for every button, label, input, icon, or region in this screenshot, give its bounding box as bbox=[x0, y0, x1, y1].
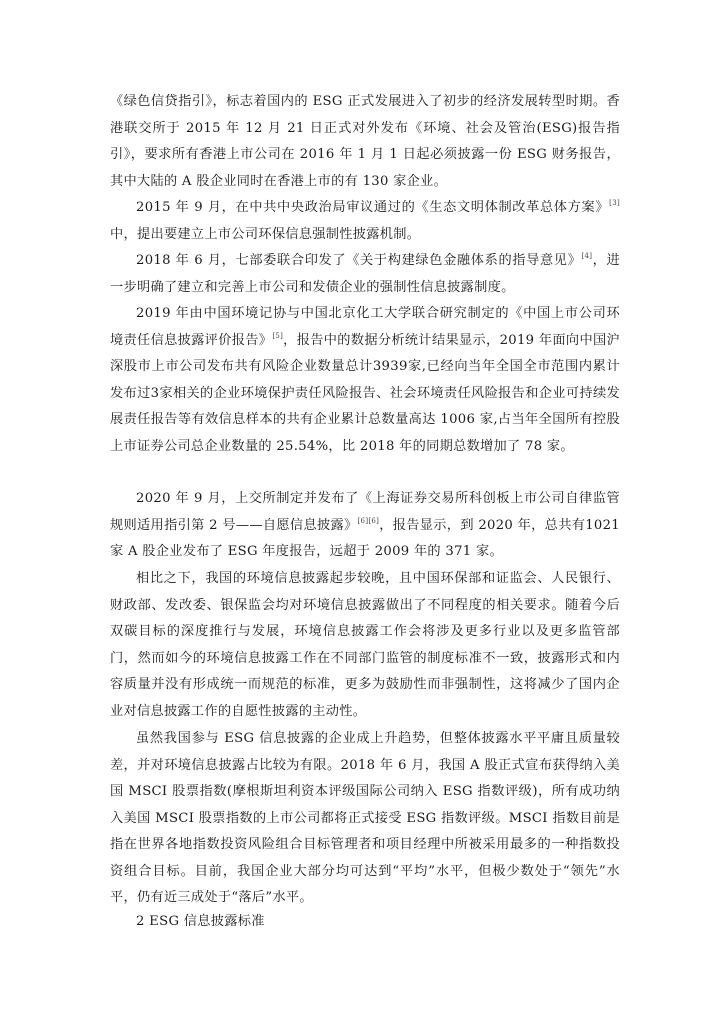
paragraph-msci: 虽然我国参与 ESG 信息披露的企业成上升趋势，但整体披露水平平庸且质量较差，并对环境信息披露占比较为有限。2018 年 6 月，我国 A 股正式宣布获得纳入美国 MSCI 股票指数(摩根斯坦利资本评级国际公司纳入 ESG 指数评级)，所有成功纳入美国 MSCI 股票指数的上市公司都将正式接受 ESG 指数评级。MSCI 指数目前是指在世界各地指数投资风险组合目标管理者和项目经理中所被采用最多的一种指数投资组合目标。目前，我国企业大部分均可达到“平均”水平，但极少数处于“领先”水平，仍有近三成处于“落后”水平。 bbox=[110, 731, 620, 905]
paragraph-text: ，进一步明确了建立和完善上市公司和发债企业的强制性信息披露制度。 bbox=[110, 253, 620, 295]
paragraph-2015-reform bbox=[110, 195, 620, 248]
paragraph-text: 中，提出要建立上市公司环保信息强制性披露机制。 bbox=[110, 226, 421, 242]
citation-ref: [5] bbox=[272, 331, 284, 340]
paragraph-comparison: 相比之下，我国的环境信息披露起步较晚，且中国环保部和证监会、人民银行、财政部、发改委、银保监会均对环境信息披露做出了不同程度的相关要求。随着今后双碳目标的深度推行与发展，环境信息披露工作会将涉及更多行业以及更多监管部门，然而如今的环境信息披露工作在不同部门监管的制度标准不一致，披露形式和内容质量并没有形成统一而规范的标准，更多为鼓励性而非强制性，这将减少了国内企业对信息披露工作的自愿性披露的主动性。 bbox=[110, 571, 620, 719]
paragraph-2019-report bbox=[110, 301, 620, 460]
paragraph-text: 2015 年 9 月，在中共中央政治局审议通过的《生态文明体制改革总体方案》 bbox=[136, 200, 610, 215]
citation-ref: [3] bbox=[609, 199, 620, 207]
citation-ref: [4] bbox=[581, 252, 593, 260]
paragraph-2018-guidance bbox=[110, 248, 620, 301]
citation-ref: [6][6] bbox=[357, 516, 380, 525]
paragraph-text: 2019 年由中国环境记协与中国北京化工大学联合研究制定的《中国上市公司环境责任信息披露评价报告》 bbox=[110, 306, 620, 348]
section-heading: 2 ESG 信息披露标准 bbox=[136, 914, 265, 929]
paragraph-text: 2020 年 9 月，上交所制定并发布了《上海证券交易所科创板上市公司自律监管规则适用指引第 2 号——自愿信息披露》 bbox=[110, 491, 620, 533]
paragraph-2020-sse bbox=[110, 486, 620, 566]
paragraph-text: ，报告中的数据分析统计结果显示，2019 年面向中国沪深股市上市公司发布共有风险企业数量总计3939家,已经向当年全国全市范围内累计发布过3家相关的企业环境保护责任风险报告、社会环境责任风险报告和企业可持续发展责任报告等有效信息样本的共有企业累计总数量高达 1006 家,占当年全国所有控股上市证券公司总企业数量的 25.54%，比 2018 年的同期总数增加了 78 家。 bbox=[110, 332, 620, 454]
paragraph-text: 2018 年 6 月，七部委联合印发了《关于构建绿色金融体系的指导意见》 bbox=[136, 253, 582, 268]
paragraph-green-credit: 《绿色信贷指引》，标志着国内的 ESG 正式发展进入了初步的经济发展转型时期。香港联交所于 2015 年 12 月 21 日正式对外发布《环境、社会及管治(ESG)报告指引》，要求所有香港上市公司在 2016 年 1 月 1 日起必须披露一份 ESG 财务报告，其中大陆的 A 股企业同时在香港上市的有 130 家企业。 bbox=[110, 94, 620, 189]
paragraph-text: ，报告显示，到 2020 年，总共有1021家 A 股企业发布了 ESG 年度报告，远超于 2009 年的 371 家。 bbox=[110, 517, 620, 559]
